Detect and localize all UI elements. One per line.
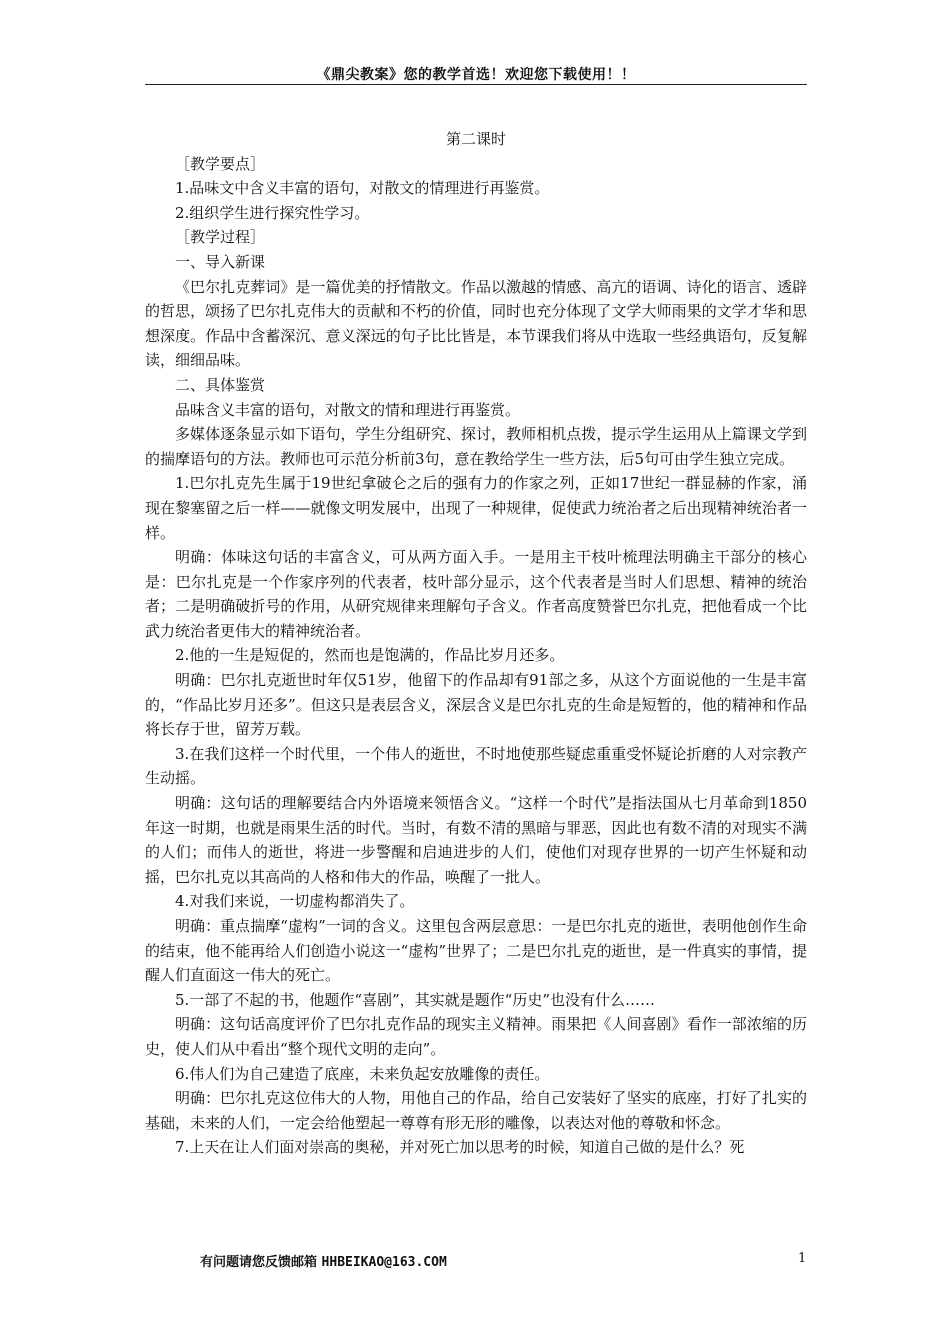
paragraph: 一、导入新课 (175, 252, 266, 271)
paragraph: ［教学过程］ (175, 228, 266, 247)
paragraph: 2.他的一生是短促的，然而也是饱满的，作品比岁月还多。 (175, 646, 565, 665)
footer-contact (200, 1251, 447, 1270)
paragraph-list (145, 152, 807, 1160)
document-body (145, 127, 807, 1160)
paragraph: 多媒体逐条显示如下语句，学生分组研究、探讨，教师相机点拨，提示学生运用从上篇课文学到的揣摩语句的方法。教师也可示范分析前3句，意在教给学生一些方法，后5句可由学生独立完成。 (145, 425, 807, 468)
paragraph: 二、具体鉴赏 (175, 375, 266, 394)
paragraph: 明确：这句话的理解要结合内外语境来领悟含义。“这样一个时代”是指法国从七月革命到1850年这一时期，也就是雨果生活的时代。当时，有数不清的黑暗与罪恶，因此也有数不清的对现实不满的人们；而伟人的逝世，将进一步警醒和启迪进步的人们，使他们对现存世界的一切产生怀疑和动摇，巴尔扎克以其高尚的人格和伟大的作品，唤醒了一批人。 (145, 794, 807, 886)
section-title: 第二课时 (445, 130, 506, 148)
paragraph: 1.巴尔扎克先生属于19世纪拿破仑之后的强有力的作家之列，正如17世纪一群显赫的作家，涌现在黎塞留之后一样——就像文明发展中，出现了一种规律，促使武力统治者之后出现精神统治者一样。 (145, 474, 807, 542)
paragraph: 《巴尔扎克葬词》是一篇优美的抒情散文。作品以激越的情感、高亢的语调、诗化的语言、透辟的哲思，颂扬了巴尔扎克伟大的贡献和不朽的价值，同时也充分体现了文学大师雨果的文学才华和思想深度。作品中含蓄深沉、意义深远的句子比比皆是，本节课我们将从中选取一些经典语句，反复解读，细细品味。 (145, 277, 807, 370)
paragraph: 4.对我们来说，一切虚构都消失了。 (175, 892, 415, 911)
paragraph: 品味含义丰富的语句，对散文的情和理进行再鉴赏。 (175, 400, 521, 419)
paragraph: 7.上天在让人们面对崇高的奥秘，并对死亡加以思考的时候，知道自己做的是什么？死 (175, 1138, 745, 1157)
paragraph: 明确：重点揣摩“虚构”一词的含义。这里包含两层意思：一是巴尔扎克的逝世，表明他创作生命的结束，他不能再给人们创造小说这一“虚构”世界了；二是巴尔扎克的逝世，是一件真实的事情，提醒人们直面这一伟大的死亡。 (145, 917, 807, 985)
paragraph: 2.组织学生进行探究性学习。 (175, 203, 370, 222)
footer-contact-label: 有问题请您反馈邮箱 (200, 1255, 318, 1270)
paragraph: 6.伟人们为自己建造了底座，未来负起安放雕像的责任。 (175, 1064, 550, 1083)
paragraph: 5.一部了不起的书，他题作“喜剧”，其实就是题作“历史”也没有什么…… (175, 990, 655, 1009)
paragraph: 明确：巴尔扎克这位伟大的人物，用他自己的作品，给自己安装好了坚实的底座，打好了扎实的基础，未来的人们，一定会给他塑起一尊尊有形无形的雕像，以表达对他的尊敬和怀念。 (145, 1089, 807, 1132)
paragraph: ［教学要点］ (175, 154, 266, 173)
footer-email: HHBEIKAO@163.COM (321, 1255, 447, 1270)
header-divider (145, 84, 807, 85)
paragraph: 明确：这句话高度评价了巴尔扎克作品的现实主义精神。雨果把《人间喜剧》看作一部浓缩的历史，使人们从中看出“整个现代文明的走向”。 (145, 1015, 807, 1058)
page-header: 《鼎尖教案》您的教学首选！欢迎您下载使用！！ (316, 67, 636, 83)
paragraph: 明确：巴尔扎克逝世时年仅51岁，他留下的作品却有91部之多，从这个方面说他的一生是丰富的，“作品比岁月还多”。但这只是表层含义，深层含义是巴尔扎克的生命是短暂的，他的精神和作品将长存于世，留芳万载。 (145, 671, 807, 739)
paragraph: 明确：体味这句话的丰富含义，可从两方面入手。一是用主干枝叶梳理法明确主干部分的核心是：巴尔扎克是一个作家序列的代表者，枝叶部分显示，这个代表者是当时人们思想、精神的统治者；二是明确破折号的作用，从研究规律来理解句子含义。作者高度赞誉巴尔扎克，把他看成一个比武力统治者更伟大的精神统治者。 (145, 548, 807, 640)
page-number: 1 (798, 1251, 807, 1266)
paragraph: 1.品味文中含义丰富的语句，对散文的情理进行再鉴赏。 (175, 179, 550, 198)
paragraph: 3.在我们这样一个时代里，一个伟人的逝世，不时地使那些疑虑重重受怀疑论折磨的人对宗教产生动摇。 (145, 744, 807, 788)
